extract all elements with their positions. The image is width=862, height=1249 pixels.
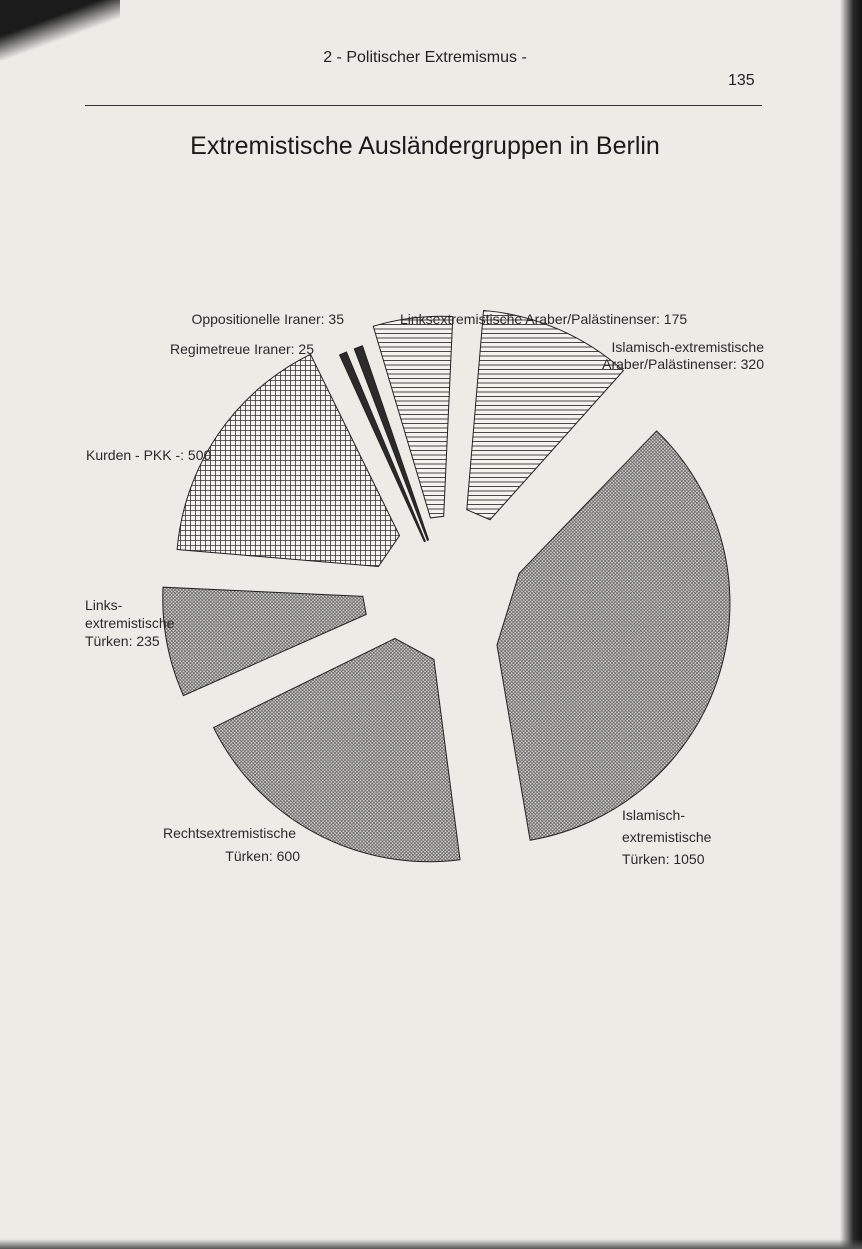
slice-label-line: extremistische <box>622 829 712 845</box>
slice-label-line: Oppositionelle Iraner: 35 <box>191 311 344 327</box>
slice-label-line: Islamisch-extremistische <box>611 339 764 355</box>
pie-slice-islamisch-extremistische-araber-pal-stinenser <box>467 310 624 519</box>
slice-label-line: Rechtsextremistische <box>162 825 296 841</box>
slice-label-regimetreue-iraner <box>170 341 314 357</box>
slice-label-line: Türken: 1050 <box>622 851 705 867</box>
slice-label-oppositionelle-iraner <box>191 311 344 327</box>
slice-label-line: Links- <box>85 597 123 613</box>
slice-label-linksextremistische-t-rken <box>85 597 175 649</box>
slice-label-line: extremistische <box>85 615 175 631</box>
page-number: 135 <box>728 72 755 89</box>
pie-slices <box>163 310 730 861</box>
slice-label-linksextremistische-araber-pal-stinenser <box>400 311 687 327</box>
slice-label-line: Türken: 235 <box>85 633 160 649</box>
pie-slice-islamisch-extremistische-t-rken <box>497 431 730 840</box>
slice-label-line: Türken: 600 <box>225 848 300 864</box>
slice-label-line: Islamisch- <box>622 807 686 823</box>
slice-label-kurden-pkk <box>86 447 212 463</box>
slice-label-islamisch-extremistische-araber-pal-stinenser <box>602 339 764 372</box>
slice-label-islamisch-extremistische-t-rken <box>622 807 712 867</box>
slice-label-line: Regimetreue Iraner: 25 <box>170 341 314 357</box>
slice-label-rechtsextremistische-t-rken <box>163 825 300 864</box>
running-head-text: 2 - Politischer Extremismus - <box>323 49 527 66</box>
chart-title-text: Extremistische Ausländergruppen in Berlin <box>190 132 660 160</box>
slice-label-line: Kurden - PKK -: 500 <box>86 447 212 463</box>
slice-label-line: Araber/Palästinenser: 320 <box>602 356 764 372</box>
slice-label-line: Linksextremistische Araber/Palästinenser: 175 <box>400 311 688 327</box>
